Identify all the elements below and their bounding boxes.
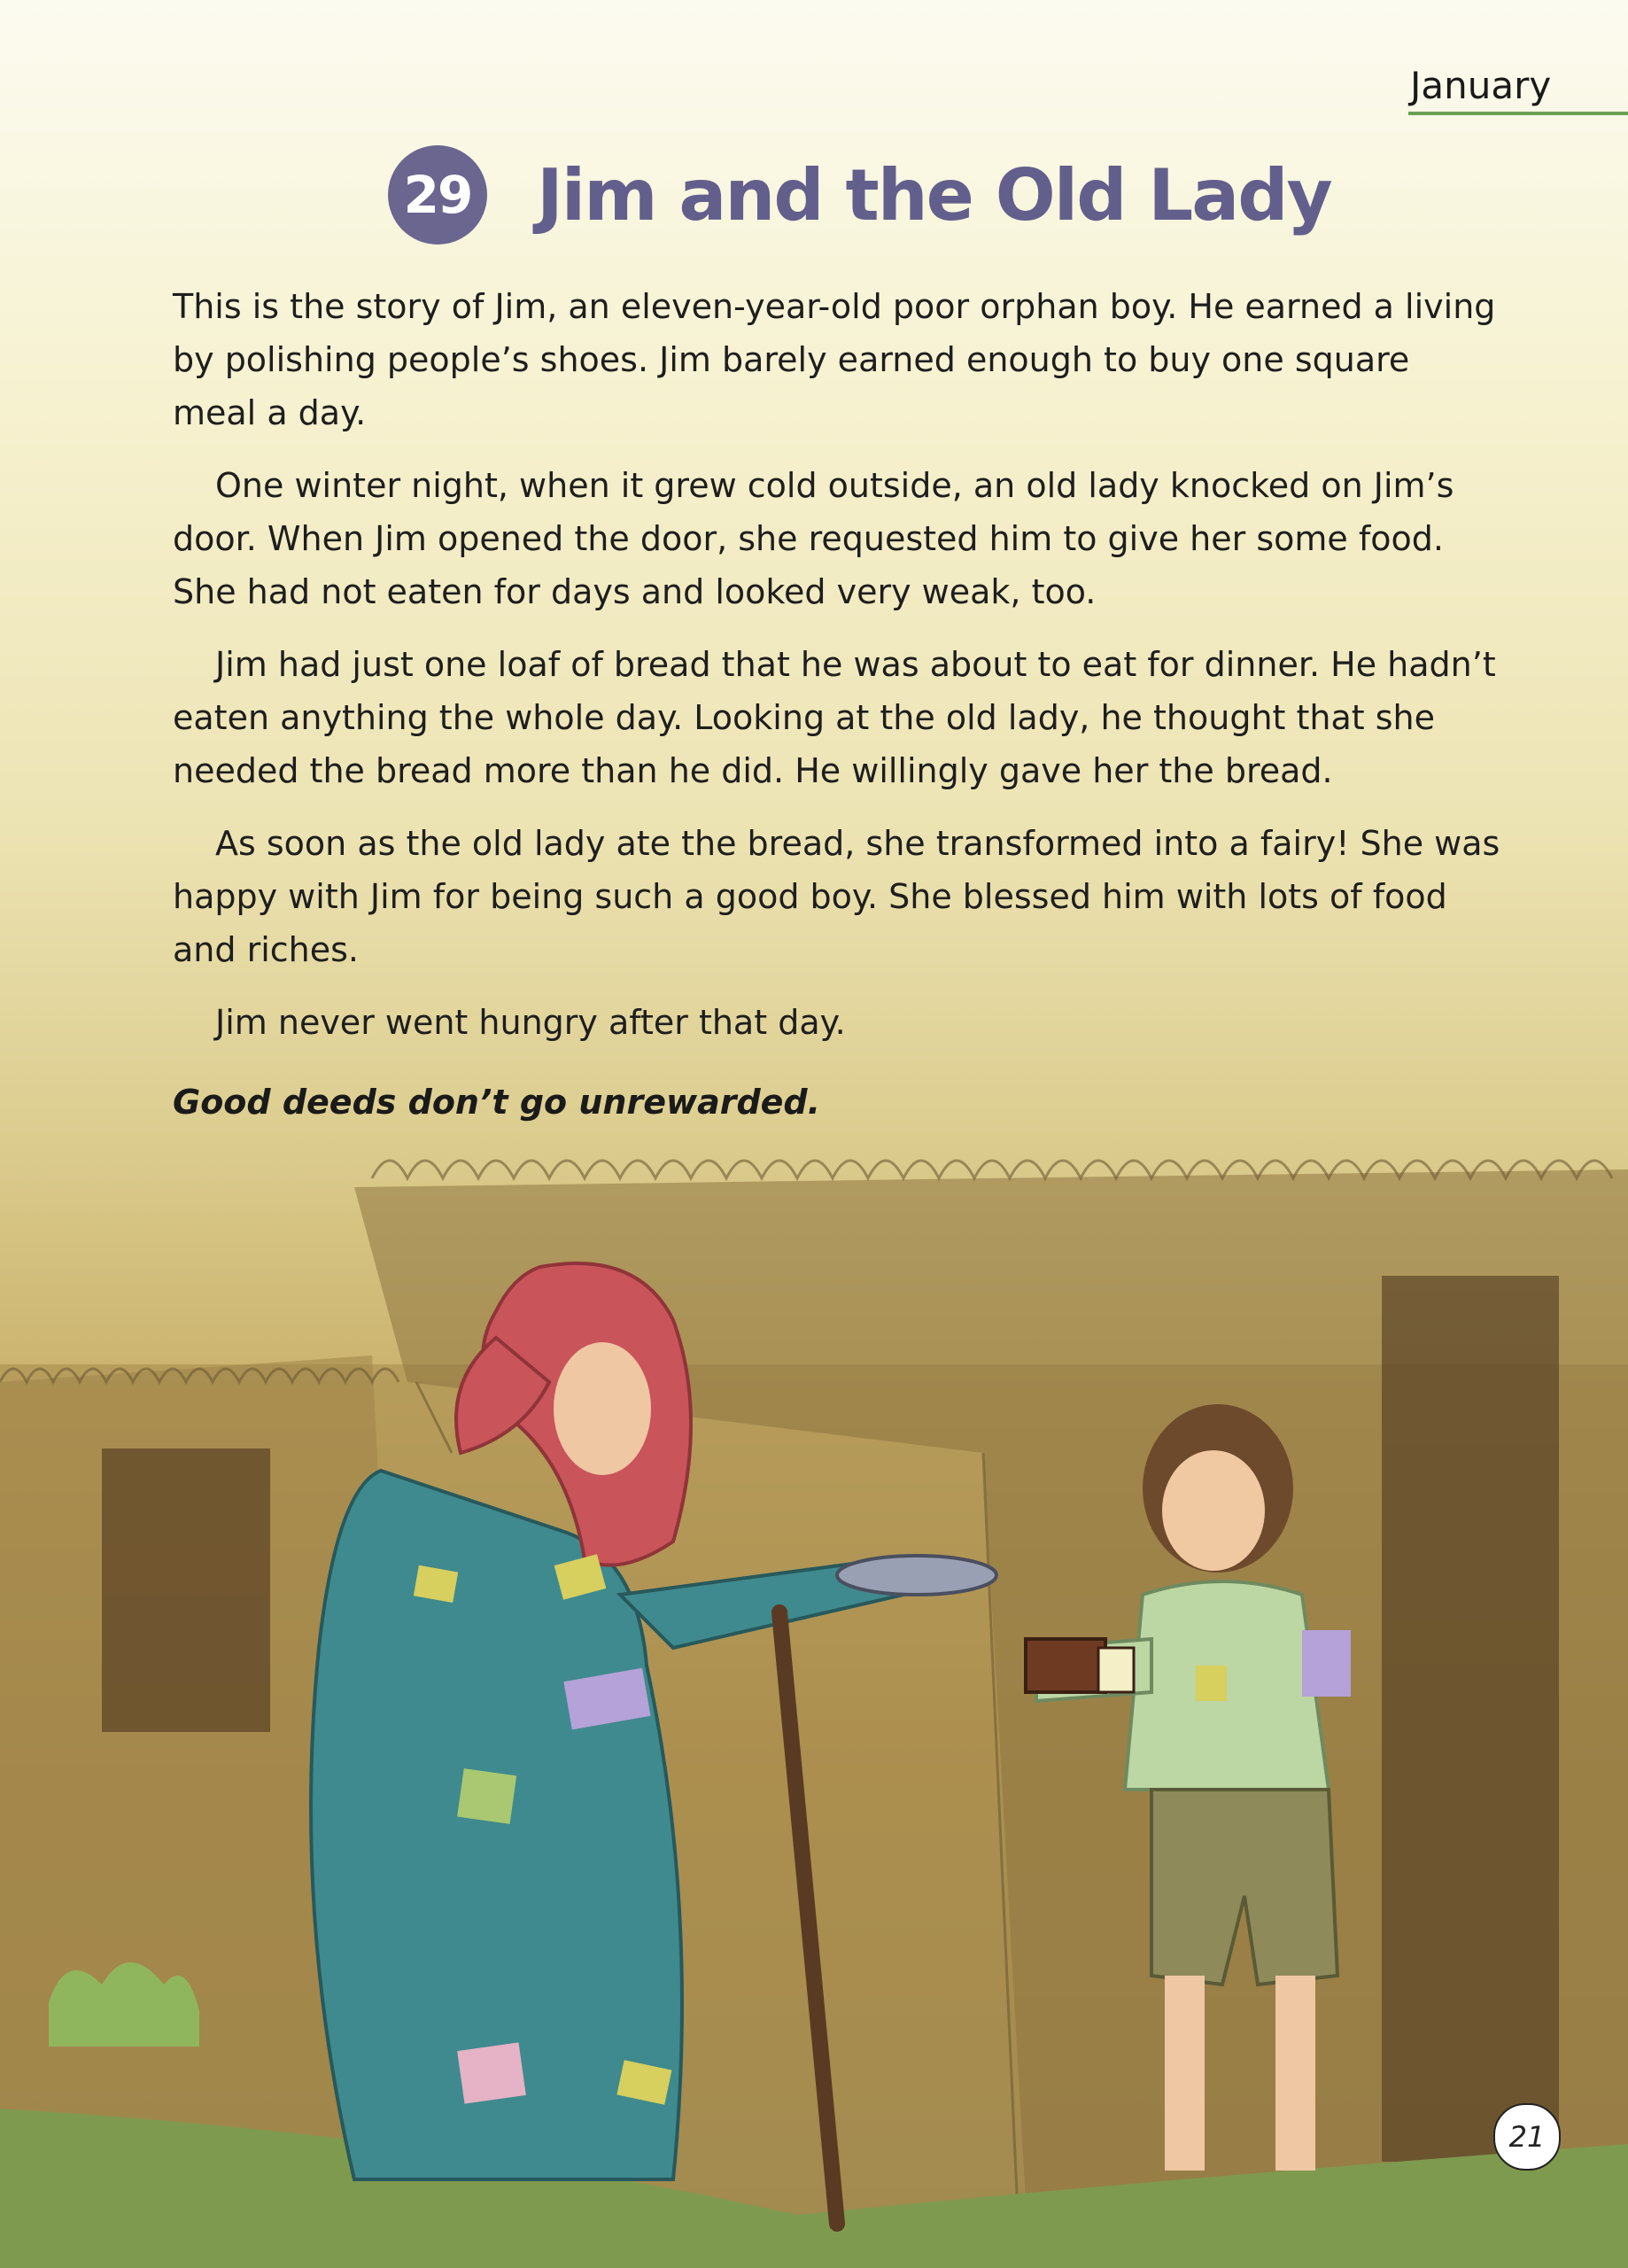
story-paragraph: This is the story of Jim, an eleven-year-old poor orphan boy. He earned a living by polishing people’s shoes. Jim barely earned enough to buy one square meal a day. (173, 287, 1496, 432)
story-title: Jim and the Old Lady (537, 153, 1331, 237)
story-paragraph: As soon as the old lady ate the bread, she transformed into a fairy! She was happy with Jim for being such a good boy. She blessed him with lots of food and riches. (173, 824, 1500, 969)
story-text (173, 280, 1501, 1068)
day-number-badge: 29 (388, 145, 487, 245)
story-paragraph: Jim never went hungry after that day. (215, 1003, 846, 1042)
right-doorway (1382, 1276, 1559, 2162)
story-moral: Good deeds don’t go unrewarded. (173, 1083, 821, 1122)
story-heading (388, 133, 1331, 257)
page-number: 21 (1493, 2103, 1561, 2171)
left-doorway (102, 1449, 270, 1732)
story-illustration (0, 1116, 1628, 2268)
story-paragraph: One winter night, when it grew cold outside, an old lady knocked on Jim’s door. When Jim opened the door, she requested him to give her some food. She had not eaten for days and looked very weak, too. (173, 466, 1454, 611)
story-paragraph: Jim had just one loaf of bread that he was about to eat for dinner. He hadn’t eaten anything the whole day. Looking at the old lady, he thought that she needed the bread more than he did. He willingly gave her the bread. (173, 645, 1496, 790)
month-header: January (1408, 64, 1628, 115)
